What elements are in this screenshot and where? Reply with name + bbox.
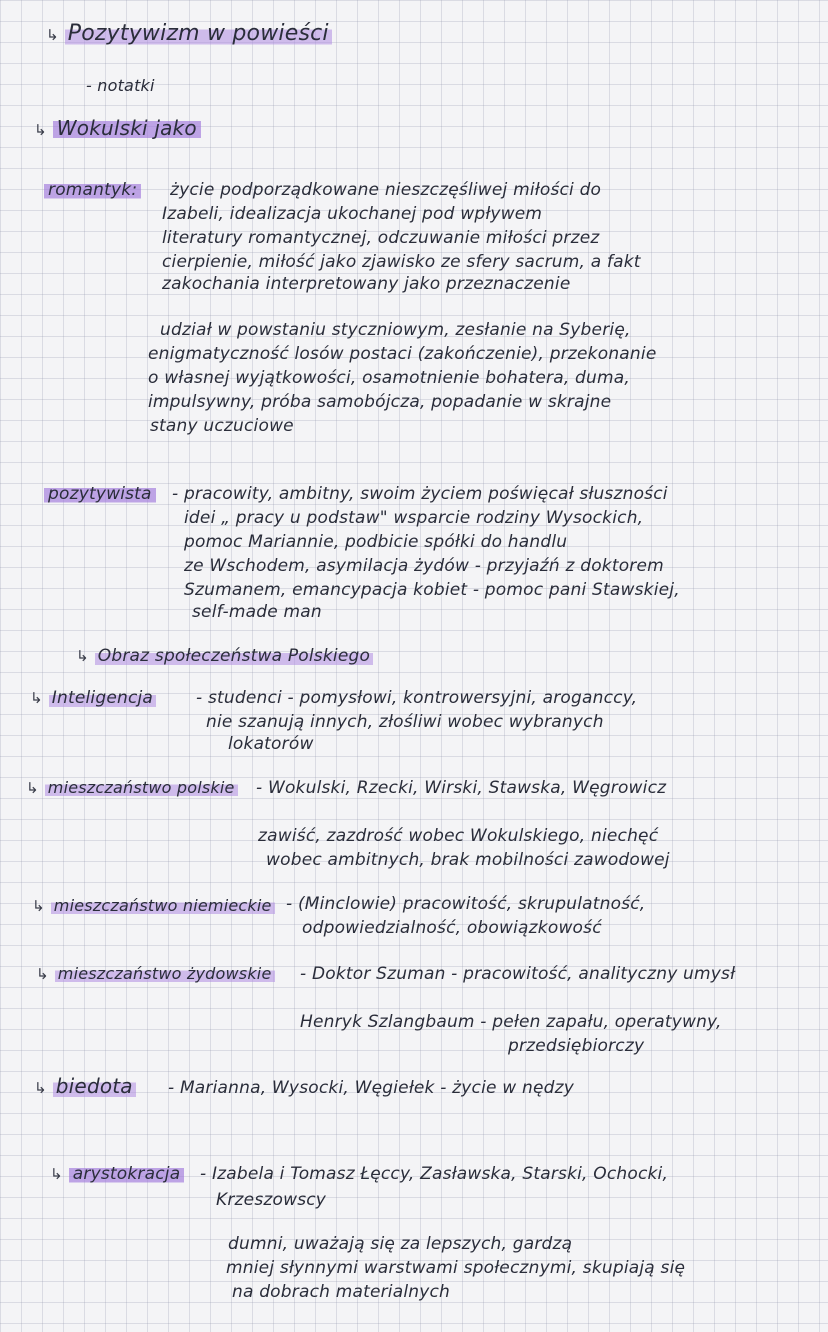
inteligencja-label: Inteligencja <box>49 688 156 708</box>
arrow-icon: ↳ <box>46 26 59 44</box>
arystokracja-label-line <box>50 1162 184 1186</box>
mieszczanstwo-polskie-label-line <box>26 776 238 800</box>
inteligencja-line: lokatorów <box>228 734 314 754</box>
page-title: Pozytywizm w powieści <box>65 21 332 46</box>
title-line <box>46 22 332 47</box>
pozytywista-line: pomoc Mariannie, podbicie spółki do handlu <box>184 532 568 552</box>
mieszczanstwo-zydowskie-line: Henryk Szlangbaum - pełen zapału, operatywny, <box>300 1012 722 1032</box>
romantyk-label-line <box>44 178 141 202</box>
romantyk-line: enigmatyczność losów postaci (zakończenie), przekonanie <box>148 344 657 364</box>
mieszczanstwo-niemieckie-label: mieszczaństwo niemieckie <box>51 896 275 915</box>
mieszczanstwo-polskie-line: - Wokulski, Rzecki, Wirski, Stawska, Węgrowicz <box>256 778 667 798</box>
arrow-icon: ↳ <box>32 897 45 915</box>
mieszczanstwo-niemieckie-label-line <box>32 894 275 918</box>
arystokracja-line: - Izabela i Tomasz Łęccy, Zasławska, Starski, Ochocki, <box>200 1164 669 1184</box>
biedota-label-line <box>34 1074 136 1100</box>
romantyk-line: Izabeli, idealizacja ukochanej pod wpływem <box>162 204 543 224</box>
arrow-icon: ↳ <box>30 689 43 707</box>
mieszczanstwo-polskie-line: zawiść, zazdrość wobec Wokulskiego, niechęć <box>258 826 659 846</box>
arystokracja-label: arystokracja <box>69 1164 185 1184</box>
pozytywista-label-line <box>44 482 156 506</box>
pozytywista-line: idei „ pracy u podstaw" wsparcie rodziny Wysockich, <box>184 508 644 528</box>
mieszczanstwo-zydowskie-line: przedsiębiorczy <box>508 1036 645 1056</box>
arystokracja-line: Krzeszowscy <box>216 1190 327 1210</box>
mieszczanstwo-zydowskie-label-line <box>36 962 275 986</box>
arystokracja-line: dumni, uważają się za lepszych, gardzą <box>228 1234 573 1254</box>
pozytywista-label: pozytywista <box>44 484 156 504</box>
pozytywista-line: - pracowity, ambitny, swoim życiem poświęcał słuszności <box>172 484 668 504</box>
mieszczanstwo-niemieckie-line: odpowiedzialność, obowiązkowość <box>302 918 602 938</box>
biedota-label: biedota <box>53 1074 136 1098</box>
arrow-icon: ↳ <box>50 1165 63 1183</box>
obraz-heading: Obraz społeczeństwa Polskiego <box>95 646 373 666</box>
mieszczanstwo-zydowskie-label: mieszczaństwo żydowskie <box>55 964 275 983</box>
arystokracja-line: mniej słynnymi warstwami społecznymi, skupiają się <box>226 1258 686 1278</box>
romantyk-line: o własnej wyjątkowości, osamotnienie bohatera, duma, <box>148 368 630 388</box>
arrow-icon: ↳ <box>34 1079 47 1097</box>
mieszczanstwo-polskie-label: mieszczaństwo polskie <box>45 778 238 797</box>
obraz-heading-line <box>76 644 373 668</box>
romantyk-line: udział w powstaniu styczniowym, zesłanie na Syberię, <box>160 320 631 340</box>
inteligencja-line: nie szanują innych, złośliwi wobec wybranych <box>206 712 604 732</box>
mieszczanstwo-polskie-line: wobec ambitnych, brak mobilności zawodowej <box>266 850 670 870</box>
arystokracja-line: na dobrach materialnych <box>232 1282 451 1302</box>
romantyk-line: literatury romantycznej, odczuwanie miłości przez <box>162 228 600 248</box>
romantyk-line: stany uczuciowe <box>150 416 294 436</box>
arrow-icon: ↳ <box>36 965 49 983</box>
notes-label: - notatki <box>86 76 155 95</box>
arrow-icon: ↳ <box>76 647 89 665</box>
wokulski-heading-line <box>34 116 201 142</box>
romantyk-label: romantyk: <box>44 180 141 200</box>
inteligencja-label-line <box>30 686 156 710</box>
wokulski-heading: Wokulski jako <box>53 116 201 140</box>
romantyk-line: cierpienie, miłość jako zjawisko ze sfery sacrum, a fakt <box>162 252 641 272</box>
romantyk-line: życie podporządkowane nieszczęśliwej miłości do <box>170 180 602 200</box>
romantyk-line: impulsywny, próba samobójcza, popadanie w skrajne <box>148 392 612 412</box>
pozytywista-line: self-made man <box>192 602 322 622</box>
mieszczanstwo-zydowskie-line: - Doktor Szuman - pracowitość, analityczny umysł <box>300 964 736 984</box>
romantyk-line: zakochania interpretowany jako przeznaczenie <box>162 274 571 294</box>
pozytywista-line: ze Wschodem, asymilacja żydów - przyjaźń z doktorem <box>184 556 664 576</box>
inteligencja-line: - studenci - pomysłowi, kontrowersyjni, aroganccy, <box>196 688 638 708</box>
pozytywista-line: Szumanem, emancypacja kobiet - pomoc pani Stawskiej, <box>184 580 680 600</box>
mieszczanstwo-niemieckie-line: - (Minclowie) pracowitość, skrupulatność, <box>286 894 646 914</box>
arrow-icon: ↳ <box>34 121 47 139</box>
biedota-line: - Marianna, Wysocki, Węgiełek - życie w nędzy <box>168 1078 574 1098</box>
arrow-icon: ↳ <box>26 779 39 797</box>
